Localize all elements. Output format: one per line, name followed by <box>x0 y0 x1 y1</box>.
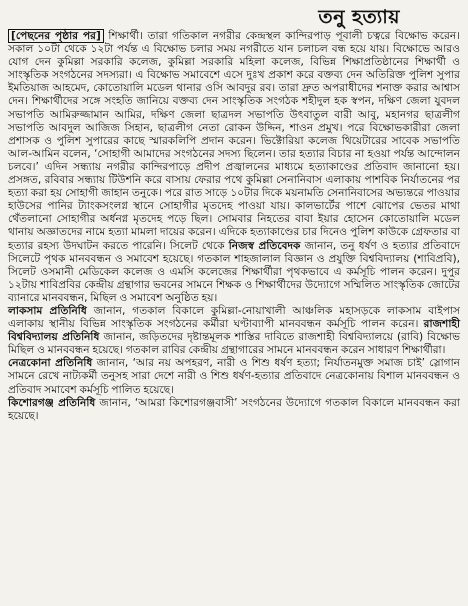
rajshahi-report-text: জানান, জড়িতদের দৃষ্টান্তমূলক শাস্তির দাবিতে রাজশাহী বিশ্ববিদ্যালয়ে (রাবি) বিক্ষোভ মিছিল ও মানববন্ধন হয়েছে। গতকাল রাবির কেন্দ্রীয় গ্রন্থাগারের সামনে মানববন্ধন করেন সাধারণ শিক্ষার্থীরা। <box>8 331 460 357</box>
article-headline: তনু হত্যায় <box>318 6 400 28</box>
sylhet-reporter-label: নিজস্ব প্রতিবেদক <box>228 239 301 252</box>
paragraph-main-text: শিক্ষার্থী। তারা গতিকাল নগরীর কেন্দ্রস্থল কান্দিরপাড় পূবালী চত্বরে বিক্ষোভ করেন। সকাল ১০টা থেকে ১২টা পর্যন্ত এ বিক্ষোভ চলার সময় নগরীতে যান চলাচল বন্ধ হয়ে যায়। বিক্ষোভে আরও যোগ দেন কুমিল্লা সরকারি কলেজ, কুমিল্লা সরকারি মহিলা কলেজ, বিভিন্ন শিক্ষাপ্রতিষ্ঠানের শিক্ষার্থী ও সাংস্কৃতিক সংগঠনের সদস্যরা। এ বিক্ষোভ সমাবেশে এসে দুঃখ প্রকাশ করে বক্তব্য দেন অতিরিক্ত পুলিশ সুপার ইমতিয়াজ আহমেদ, কোতোয়ালি মডেল থানার ওসি আবদুর রব। তারা দ্রুত অপরাধীদের শনাক্ত করার আশ্বাস দেন। শিক্ষার্থীদের সঙ্গে সংহতি জানিয়ে বক্তব্য দেন সাংস্কৃতিক সংগঠক শহীদুল হক স্বপন, দক্ষিণ জেলা যুবদল সভাপতি আমিরুজ্জামান আমির, দক্ষিণ জেলা ছাত্রদল সভাপতি উৎবাতুল বারী আবু, মহানগর ছাত্রলীগ সভাপতি আবদুল আজিজ সিহান, ছাত্রলীগ নেতা রোকন উদ্দিন, শাওন প্রমুখ। পরে বিক্ষোভকারীরা জেলা প্রশাসক ও পুলিশ সুপারের কাছে স্মারকলিপি প্রদান করেন। ভিক্টোরিয়া কলেজ থিয়েটারের সাবেক সভাপতি আল-আমিন বলেন, ‘সোহাগী আমাদের সংগঠনের সদস্য ছিলেন। তার হত্যার বিচার না হওয়া পর্যন্ত আন্দোলন চলবে।’ এদিন সন্ধ্যায় নগরীর কান্দিরপাড়ে প্রদীপ প্রজ্বালনের মাধ্যমে হত্যাকাণ্ডের প্রতিবাদ জানানো হয়। প্রসঙ্গত, রবিবার সন্ধ্যায় টিউশনি করে বাসায় ফেরার পথে কুমিল্লা সেনানিবাস এলাকায় পাশবিক নির্যাতনের পর হত্যা করা হয় সোহাগী জাহান তনুকে। পরে রাত সাড়ে ১০টার দিকে ময়নামতি সেনানিবাসের অভ্যন্তরে পাওয়ার হাউসের পানির ট্যাংকসংলগ্ন স্থানে সোহাগীর মৃতদেহ পাওয়া যায়। কালভার্টের পাশে ঝোপের ভেতর মাথা থেঁতলানো সোহাগীর অর্ধনগ্ন মৃতদেহ পড়ে ছিল। সোমবার নিহতের বাবা ইয়ার হোসেন কোতোয়ালি মডেল থানায় অজ্ঞাতদের নামে হত্যা মামলা দায়ের করেন। এদিকে হত্যাকাণ্ডের চার দিনেও পুলিশ কাউকে গ্রেফতার বা হত্যার রহস্য উদঘাটন করতে পারেনি। সিলেট থেকে <box>8 30 460 252</box>
laksam-report-text: জানান, গতকাল বিকালে কুমিল্লা-নোয়াখালী আঞ্চলিক মহাসড়কে লাকসাম বাইপাস এলাকায় স্থানীয় বিভিন্ন সাংস্কৃতিক সংগঠনের কর্মীরা ঘণ্টাব্যাপী মানববন্ধন কর্মসূচি পালন করেন। <box>8 304 461 331</box>
sylhet-report-text: জানান, তনু ধর্ষণ ও হত্যার প্রতিবাদে সিলেটে পৃথক মানববন্ধন ও সমাবেশ হয়েছে। গতকাল শাহজালাল বিজ্ঞান ও প্রযুক্তি বিশ্ববিদ্যালয় (শাবিপ্রবি), সিলেট ওসমানী মেডিকেল কলেজ ও এমসি কলেজের শিক্ষার্থীরা পৃথকভাবে এ কর্মসূচি পালন করেন। দুপুর ১২টায় শাবিপ্রবির কেন্দ্রীয় গ্রন্থাগার ভবনের সামনে শিক্ষক ও শিক্ষার্থীদের উদ্যোগে সম্মিলিত সাংস্কৃতিক জোটের ব্যানারে মানববন্ধন, মিছিল ও সমাবেশ অনুষ্ঠিত হয়। <box>8 239 461 304</box>
paragraph-main <box>8 30 460 305</box>
paragraph-kishoreganj <box>8 397 460 423</box>
kishoreganj-report-text: জানান, ‘আমরা কিশোরগঞ্জবাসী’ সংগঠনের উদ্যোগে গতকাল বিকালে মানববন্ধন করা হয়েছে। <box>8 396 460 422</box>
netrokona-reporter-label: নেত্রকোনা প্রতিনিধি <box>8 357 93 370</box>
clipping-bottom-edge <box>8 598 460 606</box>
paragraph-laksam <box>8 305 460 357</box>
netrokona-report-text: জানান, ‘আর নয় অপহরণ, নারী ও শিশু ধর্ষণ হত্যা; নির্যাতনমুক্ত সমাজ চাই’ স্লোগান সামনে রেখে নাট্যকর্মী তনুসহ সারা দেশে নারী ও শিশু ধর্ষণ-হত্যার প্রতিবাদে নেত্রকোনায় বিশাল মানববন্ধন ও প্রতিবাদ সমাবেশ কর্মসূচি পালিত হয়েছে। <box>8 357 460 396</box>
laksam-reporter-label: লাকসাম প্রতিনিধি <box>8 304 87 317</box>
rajshahi-reporter-label: রাজশাহী বিশ্ববিদ্যালয় প্রতিনিধি <box>8 318 460 344</box>
article-body <box>8 30 460 423</box>
paragraph-netrokona <box>8 357 460 396</box>
kishoreganj-reporter-label: কিশোরগঞ্জ প্রতিনিধি <box>8 396 96 409</box>
continued-from-label: [পেছনের পৃষ্ঠার পর] <box>8 29 104 43</box>
